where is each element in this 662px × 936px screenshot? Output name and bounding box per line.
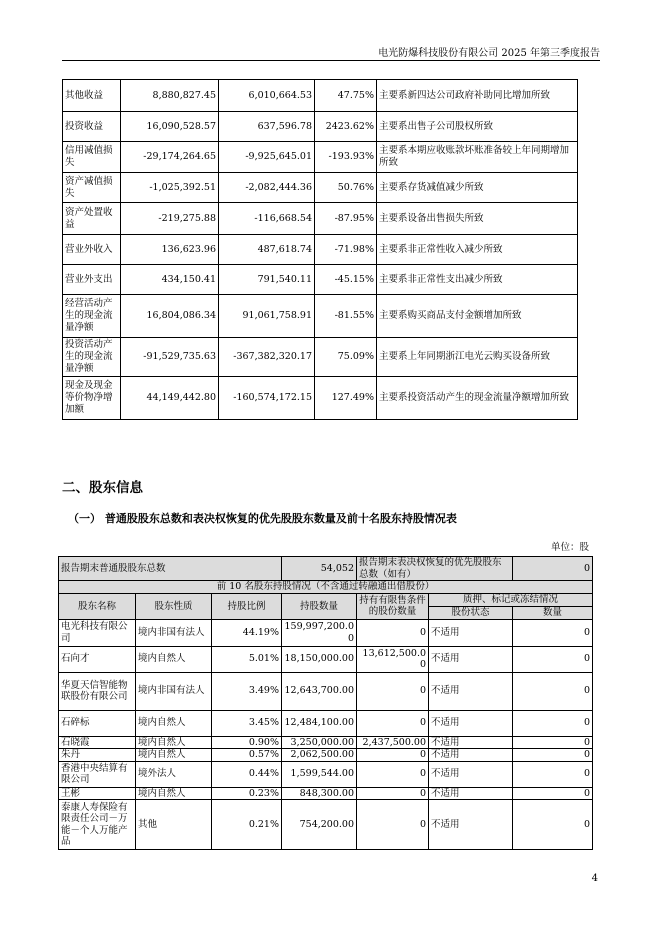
prior-period-cell: 487,618.74 xyxy=(219,235,315,265)
change-pct-cell: -71.98% xyxy=(315,235,377,265)
change-pct-cell: -87.95% xyxy=(315,203,377,235)
pledge-quantity: 0 xyxy=(513,710,593,736)
pledge-quantity: 0 xyxy=(513,761,593,787)
shareholder-row xyxy=(59,710,593,736)
shareholding-ratio: 0.57% xyxy=(212,749,282,762)
restricted-shares: 0 xyxy=(357,800,429,850)
changes-table xyxy=(62,79,578,420)
pledge-status: 不适用 xyxy=(429,646,513,672)
prior-period-cell: 91,061,758.91 xyxy=(219,295,315,338)
changes-row xyxy=(63,80,578,112)
change-pct-cell: 75.09% xyxy=(315,338,377,377)
changes-row xyxy=(63,142,578,173)
pledge-quantity: 0 xyxy=(513,749,593,762)
pledge-status: 不适用 xyxy=(429,672,513,710)
reason-cell: 主要系非正常性支出减少所致 xyxy=(377,265,578,295)
prior-period-cell: -367,382,320.17 xyxy=(219,338,315,377)
shareholder-name: 华夏天信智能物联股份有限公司 xyxy=(59,672,136,710)
shareholder-row xyxy=(59,800,593,850)
prior-period-cell: -9,925,645.01 xyxy=(219,142,315,173)
share-count: 18,150,000.00 xyxy=(282,646,357,672)
shareholder-row xyxy=(59,787,593,800)
shareholding-ratio: 0.44% xyxy=(212,761,282,787)
shareholders-table xyxy=(58,556,593,850)
pledge-status: 不适用 xyxy=(429,736,513,749)
reason-cell: 主要系存货减值减少所致 xyxy=(377,173,578,203)
changes-row xyxy=(63,295,578,338)
pledge-quantity: 0 xyxy=(513,800,593,850)
pledge-quantity: 0 xyxy=(513,646,593,672)
total-holders-label: 报告期末普通股股东总数 xyxy=(59,557,282,581)
shareholder-nature: 境内非国有法人 xyxy=(136,672,212,710)
change-pct-cell: -45.15% xyxy=(315,265,377,295)
share-count: 12,484,100.00 xyxy=(282,710,357,736)
pledge-status: 不适用 xyxy=(429,749,513,762)
shareholding-ratio: 44.19% xyxy=(212,619,282,646)
header-ratio: 持股比例 xyxy=(212,594,282,620)
shareholding-ratio: 0.21% xyxy=(212,800,282,850)
reason-cell: 主要系投资活动产生的现金流量净额增加所致 xyxy=(377,377,578,420)
current-period-cell: 16,090,528.57 xyxy=(121,112,219,142)
change-pct-cell: 2423.62% xyxy=(315,112,377,142)
change-pct-cell: -193.93% xyxy=(315,142,377,173)
restricted-shares: 0 xyxy=(357,749,429,762)
restricted-shares: 2,437,500.00 xyxy=(357,736,429,749)
header-restricted: 持有有限售条件的股份数量 xyxy=(357,594,429,620)
restricted-shares: 0 xyxy=(357,672,429,710)
shareholder-nature: 境内非国有法人 xyxy=(136,619,212,646)
header-status: 股份状态 xyxy=(429,607,513,620)
shareholder-row xyxy=(59,749,593,762)
reason-cell: 主要系非正常性收入减少所致 xyxy=(377,235,578,265)
changes-row xyxy=(63,338,578,377)
reason-cell: 主要系上年同期浙江电光云购买设备所致 xyxy=(377,338,578,377)
prior-period-cell: 637,596.78 xyxy=(219,112,315,142)
shareholder-row xyxy=(59,672,593,710)
current-period-cell: 136,623.96 xyxy=(121,235,219,265)
prior-period-cell: -160,574,172.15 xyxy=(219,377,315,420)
section-subtitle: （一） 普通股股东总数和表决权恢复的优先股股东数量及前十名股东持股情况表 xyxy=(68,512,457,525)
shareholder-nature: 境内自然人 xyxy=(136,736,212,749)
shareholder-name: 电光科技有限公司 xyxy=(59,619,136,646)
pledge-status: 不适用 xyxy=(429,710,513,736)
item-cell: 资产处置收益 xyxy=(63,203,121,235)
prior-period-cell: -2,082,444.36 xyxy=(219,173,315,203)
change-pct-cell: 127.49% xyxy=(315,377,377,420)
reason-cell: 主要系设备出售损失所致 xyxy=(377,203,578,235)
current-period-cell: 434,150.41 xyxy=(121,265,219,295)
shareholder-row xyxy=(59,646,593,672)
page-number: 4 xyxy=(591,873,598,884)
reason-cell: 主要系购买商品支付金额增加所致 xyxy=(377,295,578,338)
restricted-shares: 0 xyxy=(357,761,429,787)
header-qty: 数量 xyxy=(513,607,593,620)
changes-row xyxy=(63,265,578,295)
restricted-shares: 0 xyxy=(357,787,429,800)
pledge-quantity: 0 xyxy=(513,619,593,646)
shareholder-name: 石晓霞 xyxy=(59,736,136,749)
changes-row xyxy=(63,112,578,142)
shareholder-row xyxy=(59,619,593,646)
item-cell: 资产减值损失 xyxy=(63,173,121,203)
current-period-cell: 16,804,086.34 xyxy=(121,295,219,338)
change-pct-cell: -81.55% xyxy=(315,295,377,338)
unit-label: 单位：股 xyxy=(550,542,589,553)
changes-row xyxy=(63,173,578,203)
restricted-shares: 13,612,500.00 xyxy=(357,646,429,672)
pledge-quantity: 0 xyxy=(513,672,593,710)
shareholding-ratio: 5.01% xyxy=(212,646,282,672)
prior-period-cell: -116,668.54 xyxy=(219,203,315,235)
share-count: 2,062,500.00 xyxy=(282,749,357,762)
header-name: 股东名称 xyxy=(59,594,136,620)
prior-period-cell: 6,010,664.53 xyxy=(219,80,315,112)
shareholder-name: 泰康人寿保险有限责任公司－万能－个人万能产品 xyxy=(59,800,136,850)
pledge-status: 不适用 xyxy=(429,800,513,850)
item-cell: 营业外支出 xyxy=(63,265,121,295)
item-cell: 投资收益 xyxy=(63,112,121,142)
current-period-cell: 8,880,827.45 xyxy=(121,80,219,112)
shareholder-nature: 境内自然人 xyxy=(136,710,212,736)
reason-cell: 主要系新四达公司政府补助同比增加所致 xyxy=(377,80,578,112)
total-holders-value: 54,052 xyxy=(282,557,357,581)
current-period-cell: -29,174,264.65 xyxy=(121,142,219,173)
pledge-status: 不适用 xyxy=(429,619,513,646)
reason-cell: 主要系出售子公司股权所致 xyxy=(377,112,578,142)
shareholding-ratio: 0.90% xyxy=(212,736,282,749)
shareholder-row xyxy=(59,736,593,749)
shareholder-row xyxy=(59,761,593,787)
change-pct-cell: 50.76% xyxy=(315,173,377,203)
changes-row xyxy=(63,235,578,265)
section-title: 二、股东信息 xyxy=(62,480,143,496)
shareholder-name: 石碎标 xyxy=(59,710,136,736)
shareholding-ratio: 3.49% xyxy=(212,672,282,710)
pledge-quantity: 0 xyxy=(513,736,593,749)
header-nature: 股东性质 xyxy=(136,594,212,620)
report-header: 电光防爆科技股份有限公司 2025 年第三季度报告 xyxy=(378,48,600,59)
pledge-status: 不适用 xyxy=(429,787,513,800)
restricted-shares: 0 xyxy=(357,619,429,646)
share-count: 848,300.00 xyxy=(282,787,357,800)
item-cell: 信用减值损失 xyxy=(63,142,121,173)
share-count: 1,599,544.00 xyxy=(282,761,357,787)
header-pledge: 质押、标记或冻结情况 xyxy=(429,594,593,607)
current-period-cell: -1,025,392.51 xyxy=(121,173,219,203)
header-divider xyxy=(62,60,600,61)
current-period-cell: -219,275.88 xyxy=(121,203,219,235)
pledge-quantity: 0 xyxy=(513,787,593,800)
header-shares: 持股数量 xyxy=(282,594,357,620)
shareholder-nature: 境内自然人 xyxy=(136,787,212,800)
shareholder-nature: 境内自然人 xyxy=(136,646,212,672)
changes-row xyxy=(63,377,578,420)
restricted-shares: 0 xyxy=(357,710,429,736)
shareholding-ratio: 3.45% xyxy=(212,710,282,736)
shareholder-name: 石向才 xyxy=(59,646,136,672)
current-period-cell: -91,529,735.63 xyxy=(121,338,219,377)
shareholding-ratio: 0.23% xyxy=(212,787,282,800)
share-count: 3,250,000.00 xyxy=(282,736,357,749)
share-count: 159,997,200.00 xyxy=(282,619,357,646)
reason-cell: 主要系本期应收账款坏账准备较上年同期增加所致 xyxy=(377,142,578,173)
current-period-cell: 44,149,442.80 xyxy=(121,377,219,420)
item-cell: 其他收益 xyxy=(63,80,121,112)
preferred-holders-value: 0 xyxy=(513,557,593,581)
prior-period-cell: 791,540.11 xyxy=(219,265,315,295)
change-pct-cell: 47.75% xyxy=(315,80,377,112)
preferred-holders-label: 报告期末表决权恢复的优先股股东总数（如有） xyxy=(357,557,513,581)
shareholder-nature: 境外法人 xyxy=(136,761,212,787)
pledge-status: 不适用 xyxy=(429,761,513,787)
shareholder-name: 香港中央结算有限公司 xyxy=(59,761,136,787)
share-count: 754,200.00 xyxy=(282,800,357,850)
shareholder-name: 朱丹 xyxy=(59,749,136,762)
shareholder-name: 王彬 xyxy=(59,787,136,800)
share-count: 12,643,700.00 xyxy=(282,672,357,710)
shareholder-nature: 境内自然人 xyxy=(136,749,212,762)
top10-title: 前 10 名股东持股情况（不含通过转融通出借股份） xyxy=(59,581,593,594)
shareholder-nature: 其他 xyxy=(136,800,212,850)
item-cell: 现金及现金等价物净增加额 xyxy=(63,377,121,420)
item-cell: 营业外收入 xyxy=(63,235,121,265)
changes-row xyxy=(63,203,578,235)
item-cell: 经营活动产生的现金流量净额 xyxy=(63,295,121,338)
item-cell: 投资活动产生的现金流量净额 xyxy=(63,338,121,377)
